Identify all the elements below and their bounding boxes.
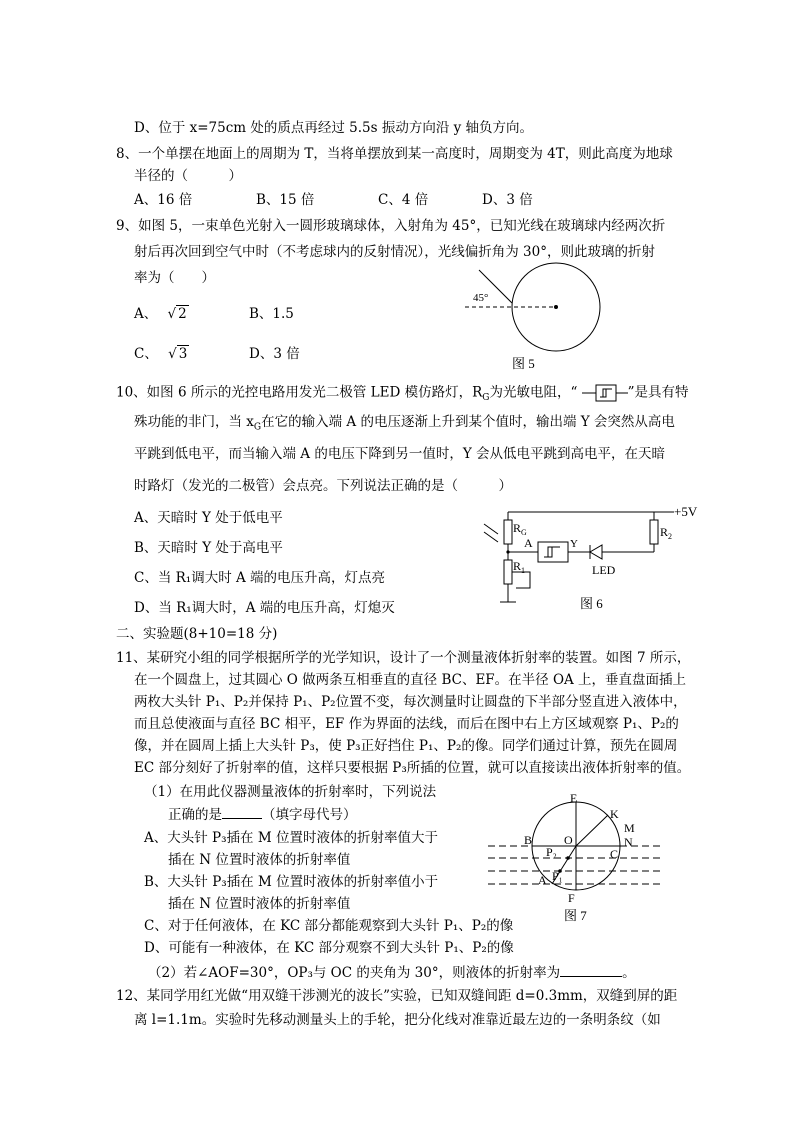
q11-line1: 11、某研究小组的同学根据所学的光学知识，设计了一个测量液体折射率的装置。如图 7 所示，: [116, 650, 691, 666]
q9-stem-line3: 率为（ ）: [134, 270, 215, 286]
q8-option-d: D、3 倍: [482, 192, 533, 208]
label-c: C: [610, 847, 619, 861]
q11-line2: 在一个圆盘上，过其圆心 O 做两条互相垂直的直径 BC、EF。在半径 OA 上，垂直盘面插上: [134, 672, 687, 688]
q10-stem-line4: 时路灯（发光的二极管）会点亮。下列说法正确的是（ ）: [134, 478, 512, 494]
light-arrow-1: [484, 524, 498, 534]
q11-line6: EC 部分刻好了折射率的值，这样只要根据 P₃所插的位置，就可以直接读出液体折射率的值。: [134, 760, 691, 776]
q10-option-b: B、天暗时 Y 处于高电平: [134, 540, 283, 556]
q10-stem2-post: 在它的输入端 A 的电压逐渐上升到某个值时，输出端 Y 会突然从高电: [261, 414, 675, 430]
section-2-heading: 二、实验题(8+10=18 分): [116, 626, 278, 642]
q11-part1-line1: （1）在用此仪器测量液体的折射率时，下列说法: [144, 784, 437, 800]
q9-option-d: D、3 倍: [249, 346, 300, 362]
figure-5-angle-label: 45°: [473, 292, 489, 304]
label-p2: P₂: [546, 845, 557, 859]
figure-5-glass-sphere: [455, 262, 615, 374]
q10-stem1-mid: 为光敏电阻，“: [489, 384, 578, 401]
q10-stem1-sub: G: [482, 393, 490, 404]
q11-line3: 两枚大头针 P₁、P₂并保持 P₁、P₂位置不变，每次测量时让圆盘的下半部分竖直进入液体中，: [134, 694, 687, 710]
q9-option-c: [134, 346, 189, 362]
q11-option-b-line2: 插在 N 位置时液体的折射率值: [168, 896, 351, 912]
label-a: A: [538, 873, 547, 887]
q11-part2-end: 。: [622, 965, 636, 981]
q8-option-b: B、15 倍: [256, 192, 315, 208]
q10-option-d: D、当 R₁调大时，A 端的电压升高，灯熄灭: [134, 600, 395, 616]
resistor-r2: [650, 520, 658, 544]
q11-option-c: C、对于任何液体，在 KC 部分都能观察到大头针 P₁、P₂的像: [144, 918, 514, 934]
q11-line5: 像，并在圆周上插上大头针 P₃，使 P₃正好挡住 P₁、P₂的像。同学们通过计算，预先在圆周: [134, 738, 678, 754]
figure-6-circuit: [478, 500, 708, 616]
q8-stem-line2: 半径的（ ）: [134, 168, 242, 184]
sqrt-sign-icon: √: [167, 306, 177, 322]
photoresistor-rg: [504, 520, 512, 544]
supply-voltage-label: +5V: [674, 504, 698, 519]
led-diode: [590, 545, 602, 559]
q11-part1-line2: [168, 806, 357, 823]
q11-line4: 而且总使液面与直径 BC 相平，EF 作为界面的法线，而后在图中右上方区域观察 P₁、P₂的: [134, 716, 679, 732]
label-p1: P₁: [552, 869, 563, 883]
q9-stem-line1: 9、如图 5，一束单色光射入一圆形玻璃球体，入射角为 45°，已知光线在玻璃球内经两次折: [116, 218, 666, 234]
q9-option-a: [134, 306, 189, 322]
q9-stem-line2: 射后再次回到空气中时（不考虑球内的反射情况），光线偏折角为 30°，则此玻璃的折射: [134, 244, 655, 260]
figure-5-caption: 图 5: [512, 356, 535, 371]
q10-stem2-sub: G: [253, 422, 262, 433]
q11-part2-text: （2）若∠AOF=30°，OP₃与 OC 的夹角为 30°，则液体的折射率为: [148, 965, 561, 981]
q10-option-a: A、天暗时 Y 处于低电平: [134, 510, 283, 526]
q10-stem1-pre: 10、如图 6 所示的光控电路用发光二极管 LED 模仿路灯，R: [116, 384, 483, 401]
rg-label: $R_G$: [513, 521, 527, 537]
label-f: F: [568, 891, 575, 905]
output-y-label: Y: [570, 538, 578, 550]
sqrt-sign-icon: √: [168, 346, 177, 362]
q11-part1-answer-blank[interactable]: [222, 806, 262, 819]
q8-option-a: A、16 倍: [134, 192, 193, 208]
q9-option-c-prefix: C、: [134, 346, 158, 362]
sphere-center-dot: [554, 305, 558, 309]
label-b: B: [524, 833, 533, 847]
label-o: O: [564, 833, 573, 847]
q11-option-a-line2: 插在 N 位置时液体的折射率值: [168, 852, 351, 868]
figure-7-caption: 图 7: [564, 908, 587, 923]
q9-option-b: B、1.5: [249, 306, 294, 322]
label-k: K: [610, 807, 619, 821]
q9-option-c-value: 3: [178, 346, 188, 362]
q12-line2: 离 l=1.1m。实验时先移动测量头上的手轮，把分化线对准靠近最左边的一条明条纹（如: [134, 1012, 661, 1028]
q10-stem1-post: ”是具有特: [627, 384, 689, 401]
q10-stem2-pre: 殊功能的非门，当 x: [134, 414, 254, 430]
resistor-r1: [504, 560, 512, 584]
q10-stem-line2: [134, 414, 675, 436]
q11-option-a-line1: A、大头针 P₃插在 M 位置时液体的折射率值大于: [144, 830, 438, 846]
q11-part1-suffix: （填字母代号）: [262, 807, 357, 823]
q11-part1-prefix: 正确的是: [168, 807, 222, 823]
q9-option-a-value: 2: [178, 306, 187, 322]
r1-label: $R_1$: [513, 559, 526, 575]
q12-line1: 12、某同学用红光做“用双缝干涉测光的波长”实验，已知双缝间距 d=0.3mm，双缝到屏的距: [116, 988, 678, 1004]
light-arrow-2: [484, 532, 498, 542]
q10-option-c: C、当 R₁调大时 A 端的电压升高，灯点亮: [134, 570, 386, 586]
label-m: M: [624, 821, 635, 835]
node-a-label: A: [524, 536, 533, 550]
q8-stem-line1: 8、一个单摆在地面上的周期为 T，当将单摆放到某一高度时，周期变为 4T，则此高度为地球: [116, 146, 673, 162]
pin-p2: [566, 856, 570, 860]
led-label: LED: [592, 563, 616, 577]
q8-option-c: C、4 倍: [378, 192, 429, 208]
q10-stem-line1: [116, 384, 689, 406]
q9-option-a-prefix: A、: [134, 306, 158, 322]
q10-stem-line3: 平跳到低电平，而当输入端 A 的电压下降到另一值时，Y 会从低电平跳到高电平，在天暗: [134, 446, 666, 462]
r2-label: $R_2$: [660, 525, 673, 541]
schmitt-gate-symbol-icon: [582, 384, 628, 402]
label-e: E: [570, 791, 578, 805]
ray-ok: [576, 815, 608, 846]
figure-7-refractometer-disk: [486, 792, 666, 924]
label-n: N: [624, 835, 633, 849]
schmitt-gate: [538, 542, 568, 562]
q11-option-d: D、可能有一种液体，在 KC 部分观察不到大头针 P₁、P₂的像: [144, 940, 514, 956]
q7-option-d: D、位于 x=75cm 处的质点再经过 5.5s 振动方向沿 y 轴负方向。: [134, 120, 534, 136]
q11-part2: [148, 964, 636, 981]
figure-6-caption: 图 6: [580, 596, 603, 611]
q11-option-b-line1: B、大头针 P₃插在 M 位置时液体的折射率值小于: [144, 874, 439, 890]
liquid-surface-lines: [488, 846, 662, 884]
q11-part2-answer-blank[interactable]: [560, 964, 622, 977]
